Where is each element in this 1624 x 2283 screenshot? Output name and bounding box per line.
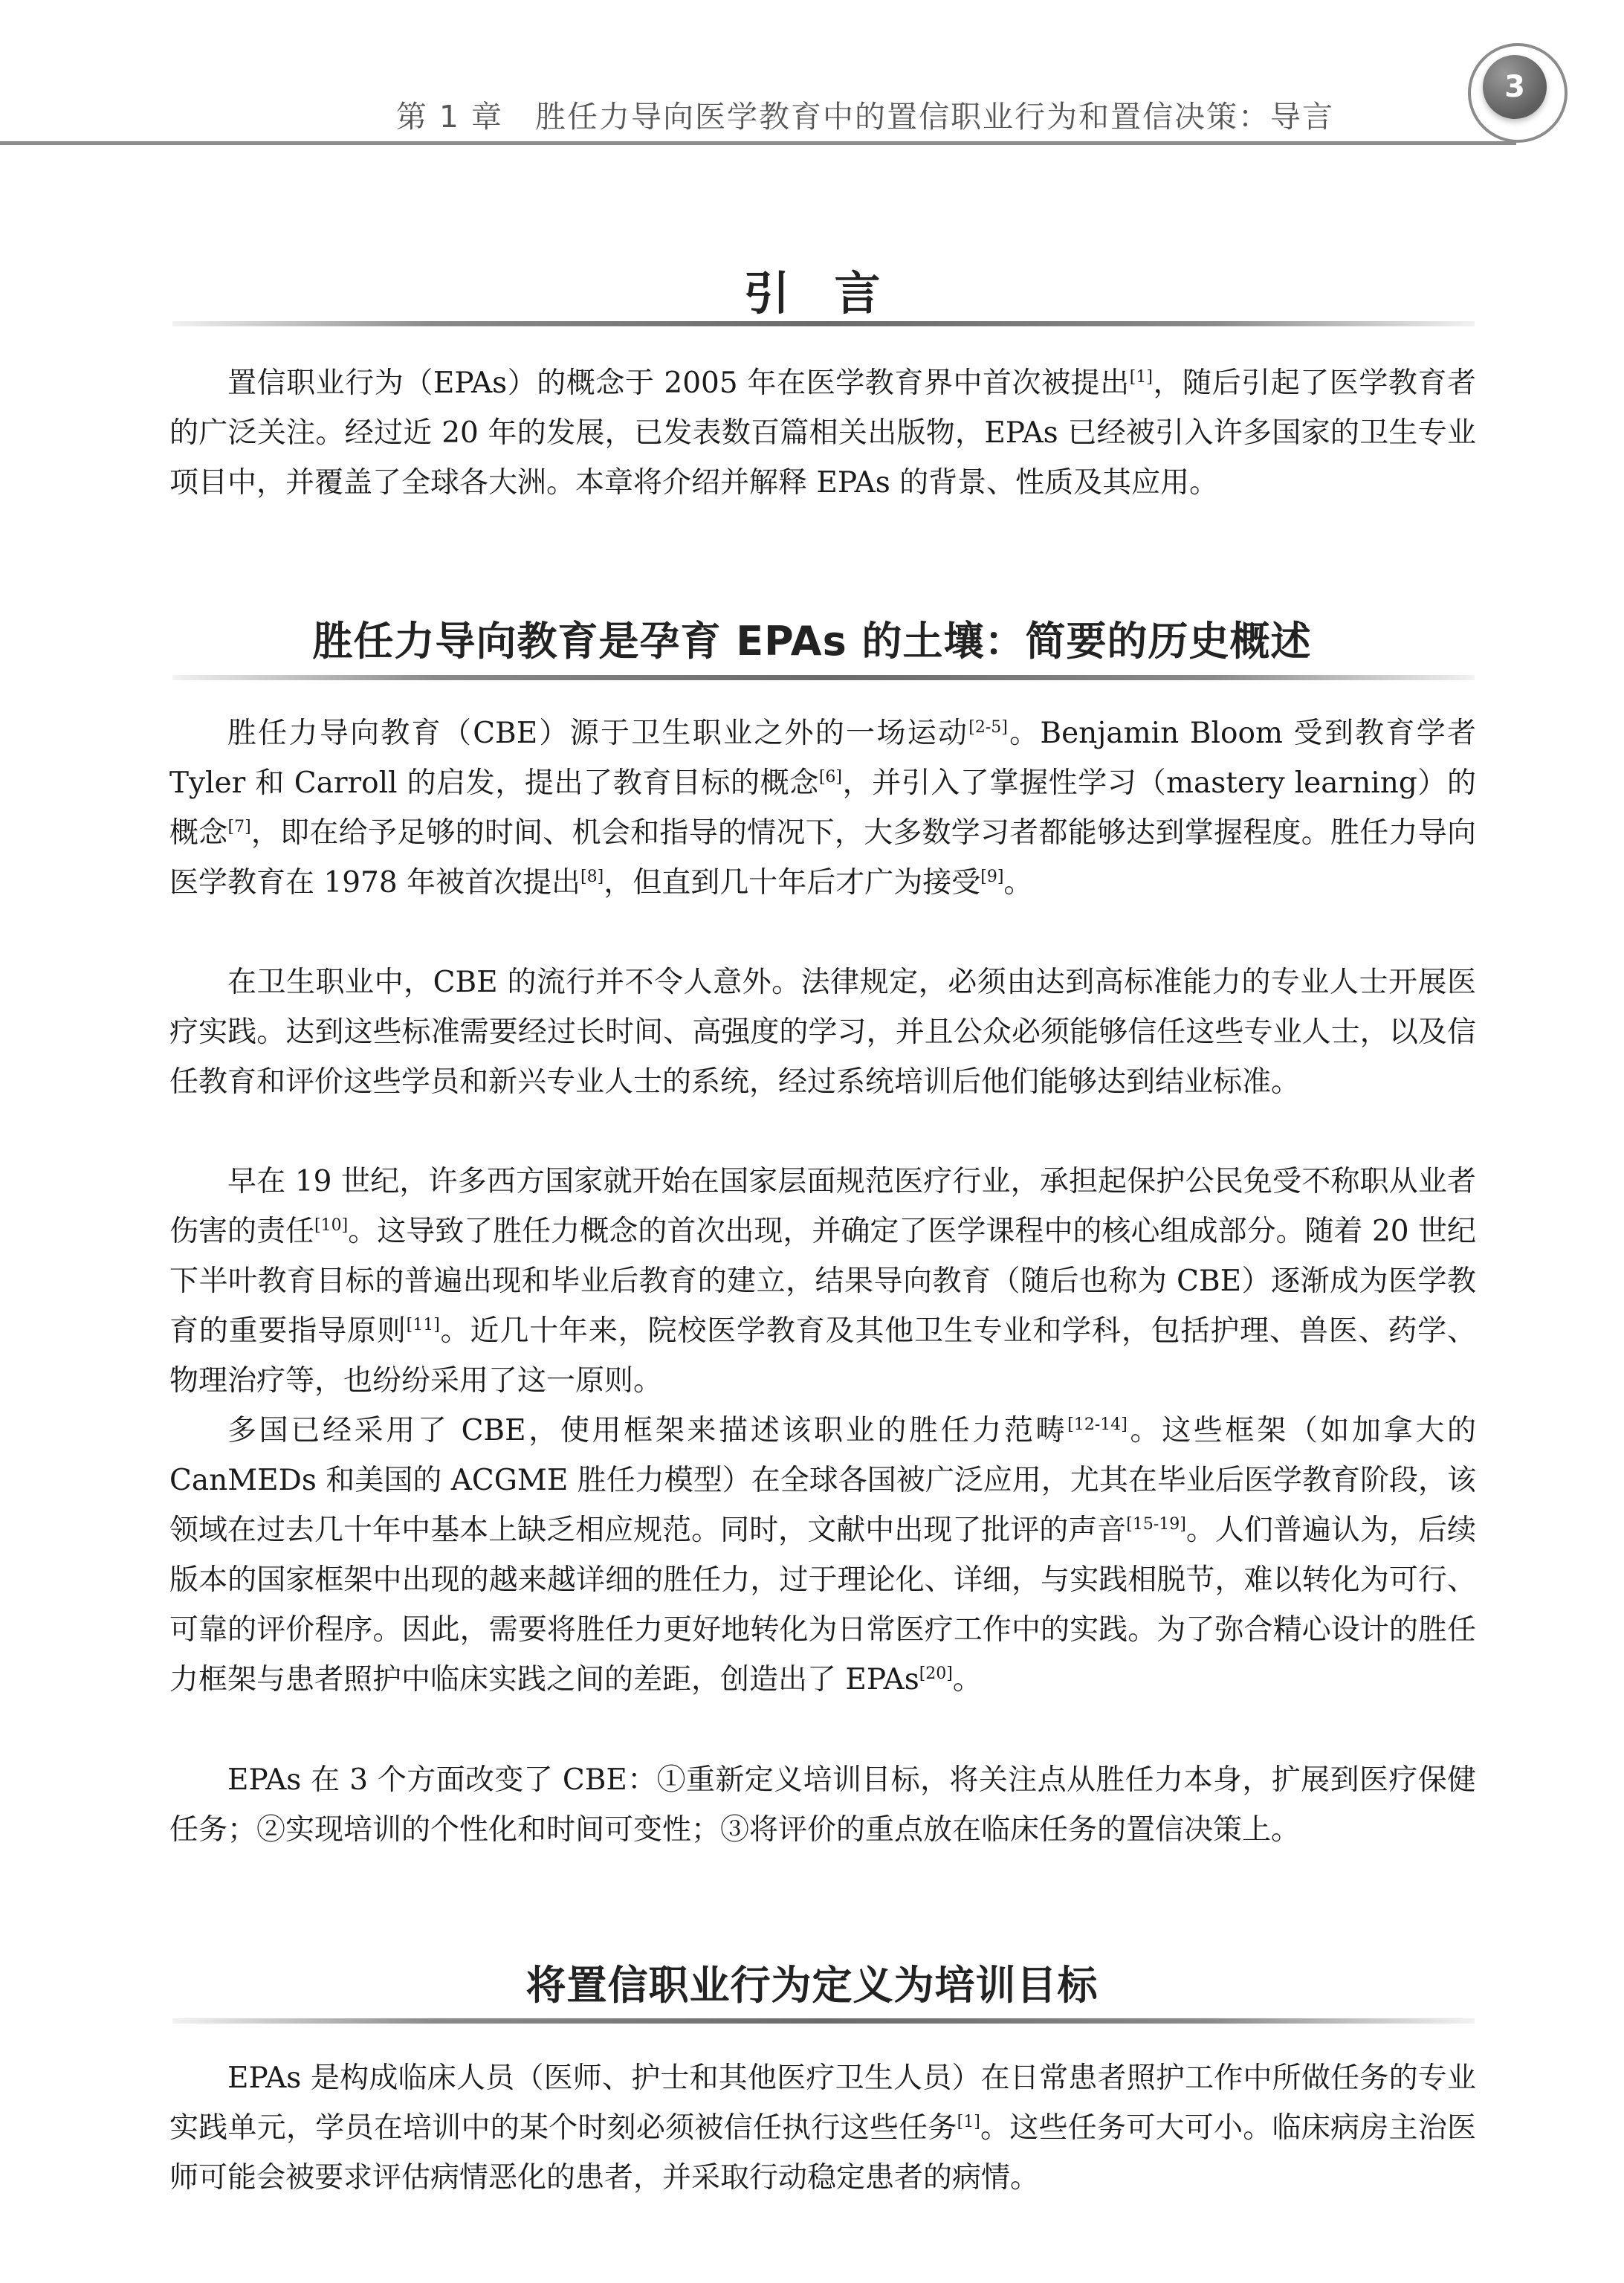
section-heading-intro-text: 引言 xyxy=(743,266,925,320)
citation: [15-19] xyxy=(1126,1515,1186,1534)
section-rule-intro xyxy=(172,321,1475,326)
header-rule xyxy=(0,141,1516,145)
section-rule-history xyxy=(172,675,1475,680)
section-heading-history xyxy=(0,610,1624,667)
citation: [6] xyxy=(818,768,842,787)
citation: [2-5] xyxy=(968,718,1008,737)
citation: [11] xyxy=(406,1316,440,1334)
citation: [10] xyxy=(314,1216,349,1235)
history-paragraph-5: EPAs 在 3 个方面改变了 CBE：①重新定义培训目标，将关注点从胜任力本身，扩展到医疗保健任务；②实现培训的个性化和时间可变性；③将评价的重点放在临床任务的置信决策上。 xyxy=(169,1763,1476,1847)
section-heading-history-text: 胜任力导向教育是孕育 EPAs 的土壤：简要的历史概述 xyxy=(312,618,1312,665)
citation: [8] xyxy=(580,868,604,886)
history-paragraph-1: 胜任力导向教育（CBE）源于卫生职业之外的一场运动[2-5]。Benjamin Bloom 受到教育学者 Tyler 和 Carroll 的启发，提出了教育目标的概念[6]，并引入了掌握性学习（mastery learning）的概念[7]，即在给予足够的时间、机会和指导的情况下，大多数学习者都能够达到掌握程度。胜任力导向医学教育在 1978 年被首次提出[8]，但直到几十年后才广为接受[9]。 xyxy=(169,717,1476,900)
section-rule-definition xyxy=(172,2018,1475,2024)
section-heading-intro xyxy=(0,256,1624,323)
definition-paragraph-1: EPAs 是构成临床人员（医师、护士和其他医疗卫生人员）在日常患者照护工作中所做任务的专业实践单元，学员在培训中的某个时刻必须被信任执行这些任务[1]。这些任务可大可小。临床病房主治医师可能会被要求评估病情恶化的患者，并采取行动稳定患者的病情。 xyxy=(169,2061,1476,2195)
intro-paragraph-1: 置信职业行为（EPAs）的概念于 2005 年在医学教育界中首次被提出[1]，随后引起了医学教育者的广泛关注。经过近 20 年的发展，已发表数百篇相关出版物，EPAs 已经被引入许多国家的卫生专业项目中，并覆盖了全球各大洲。本章将介绍并解释 EPAs 的背景、性质及其应用。 xyxy=(169,366,1476,500)
page-number: 3 xyxy=(1504,70,1525,104)
citation: [9] xyxy=(980,868,1004,886)
citation: [7] xyxy=(227,818,251,836)
citation: [1] xyxy=(957,2113,980,2131)
section-heading-definition-text: 将置信职业行为定义为培训目标 xyxy=(525,1962,1099,2009)
running-header xyxy=(0,0,1624,149)
history-paragraph-4: 多国已经采用了 CBE，使用框架来描述该职业的胜任力范畴[12-14]。这些框架（如加拿大的 CanMEDs 和美国的 ACGME 胜任力模型）在全球各国被广泛应用，尤其在毕业后医学教育阶段，该领域在过去几十年中基本上缺乏相应规范。同时，文献中出现了批评的声音[15-19]。人们普遍认为，后续版本的国家框架中出现的越来越详细的胜任力，过于理论化、详细，与实践相脱节，难以转化为可行、可靠的评价程序。因此，需要将胜任力更好地转化为日常医疗工作中的实践。为了弥合精心设计的胜任力框架与患者照护中临床实践之间的差距，创造出了 EPAs[20]。 xyxy=(169,1414,1476,1696)
history-paragraph-3: 早在 19 世纪，许多西方国家就开始在国家层面规范医疗行业，承担起保护公民免受不称职从业者伤害的责任[10]。这导致了胜任力概念的首次出现，并确定了医学课程中的核心组成部分。随着 20 世纪下半叶教育目标的普遍出现和毕业后教育的建立，结果导向教育（随后也称为 CBE）逐渐成为医学教育的重要指导原则[11]。近几十年来，院校医学教育及其他卫生专业和学科，包括护理、兽医、药学、物理治疗等，也纷纷采用了这一原则。 xyxy=(169,1165,1476,1398)
citation: [1] xyxy=(1129,368,1153,387)
citation: [12-14] xyxy=(1067,1415,1128,1434)
chapter-title: 第 1 章 胜任力导向医学教育中的置信职业行为和置信决策：导言 xyxy=(395,99,1334,135)
citation: [20] xyxy=(919,1664,953,1683)
page-number-badge xyxy=(1468,43,1566,141)
section-heading-definition xyxy=(0,1954,1624,2011)
history-paragraph-2: 在卫生职业中，CBE 的流行并不令人意外。法律规定，必须由达到高标准能力的专业人士开展医疗实践。达到这些标准需要经过长时间、高强度的学习，并且公众必须能够信任这些专业人士，以及信任教育和评价这些学员和新兴专业人士的系统，经过系统培训后他们能够达到结业标准。 xyxy=(169,966,1476,1099)
